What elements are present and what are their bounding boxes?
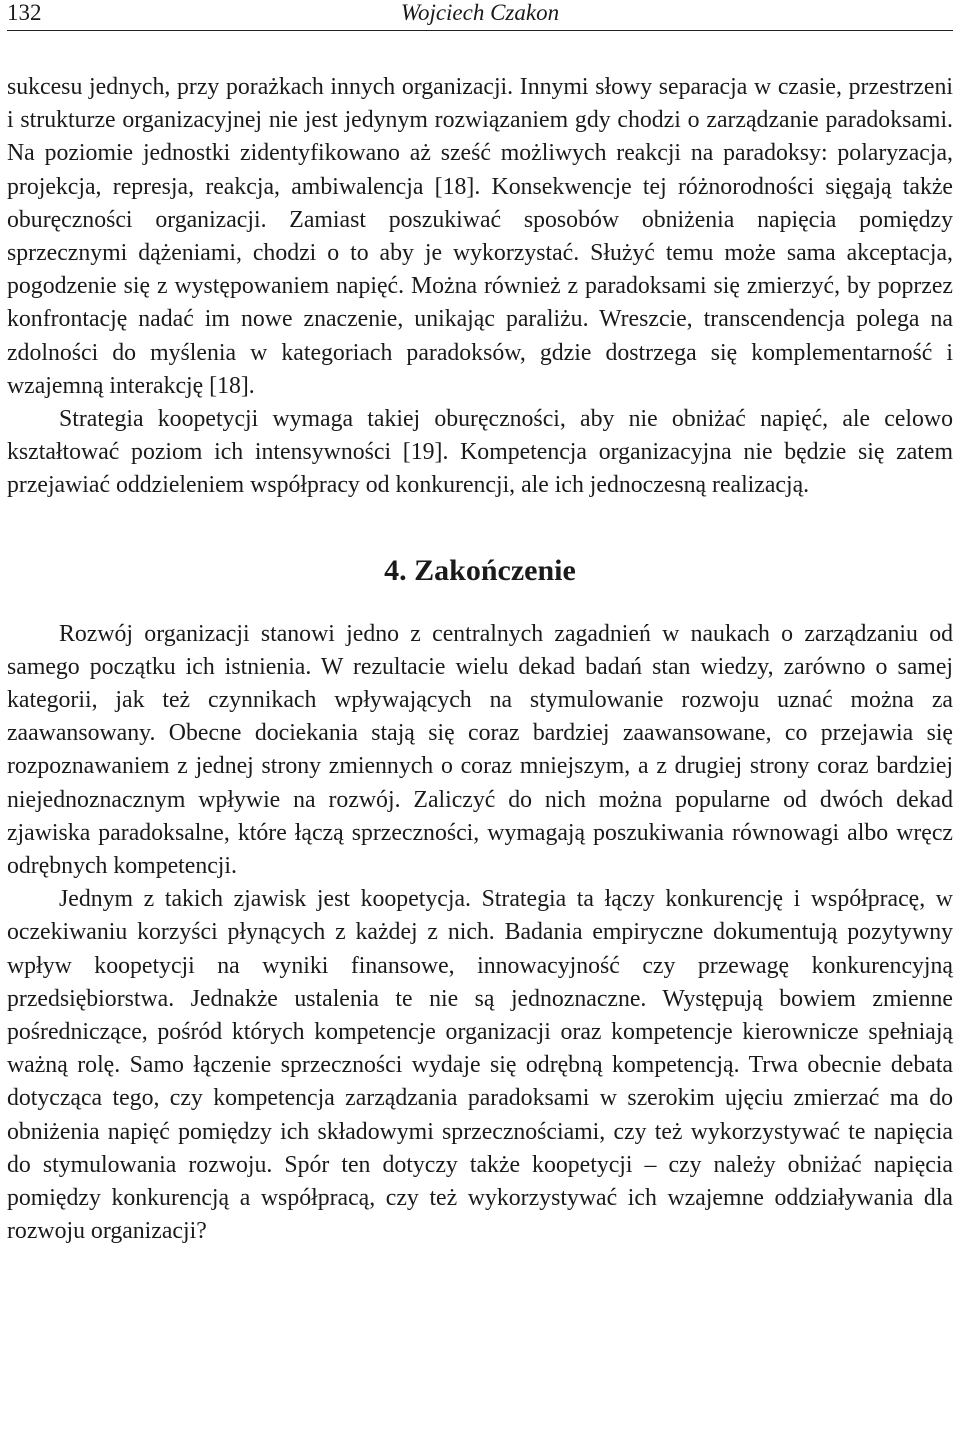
page-number: 132 xyxy=(7,0,42,25)
document-page xyxy=(7,0,953,1249)
paragraph-conclusion-2: Jednym z takich zjawisk jest koopetycja. Strategia ta łączy konkurencję i współpracę, w oczekiwaniu korzyści płynących z każdej z nich. Badania empiryczne dokumentują pozytywny wpływ koopetycji na wyniki finansowe, innowacyjność czy przewagę konkurencyjną przedsiębiorstwa. Jednakże ustalenia te nie są jednoznaczne. Występują bowiem zmienne pośredniczące, pośród których kompetencje organizacji oraz kompetencje kierownicze spełniają ważną rolę. Samo łączenie sprzeczności wydaje się odrębną kompetencją. Trwa obecnie debata dotycząca tego, czy kompetencja zarządzania paradoksami w szerokim ujęciu zmierzać ma do obniżenia napięć pomiędzy ich składowymi sprzecznościami, czy też wykorzystywać te napięcia do stymulowania rozwoju. Spór ten dotyczy także koopetycji – czy należy obniżać napięcia pomiędzy konkurencją a współpracą, czy też wykorzystywać ich wzajemne oddziaływania dla rozwoju organizacji? xyxy=(7,886,953,1245)
section-heading: 4. Zakończenie xyxy=(384,553,576,587)
paragraph-continued: sukcesu jednych, przy porażkach innych organizacji. Innymi słowy separacja w czasie, przestrzeni i strukturze organizacyjnej nie jest jedynym rozwiązaniem gdy chodzi o zarządzanie paradoksami. Na poziomie jednostki zidentyfikowano aż sześć możliwych reakcji na paradoksy: polaryzacja, projekcja, represja, reakcja, ambiwalencja [18]. Konsekwencje tej różnorodności sięgają także oburęczności organizacji. Zamiast poszukiwać sposobów obniżenia napięcia pomiędzy sprzecznymi dążeniami, chodzi o to aby je wykorzystać. Służyć temu może sama akceptacja, pogodzenie się z występowaniem napięć. Można również z paradoksami się zmierzyć, by poprzez konfrontację nadać im nowe znaczenie, unikając paraliżu. Wreszcie, transcendencja polega na zdolności do myślenia w kategoriach paradoksów, gdzie dostrzega się komplementarność i wzajemną interakcję [18]. xyxy=(7,74,953,399)
running-header xyxy=(7,0,953,31)
paragraph-coopetition-strategy: Strategia koopetycji wymaga takiej oburęczności, aby nie obniżać napięć, ale celowo kształtować poziom ich intensywności [19]. Kompetencja organizacyjna nie będzie się zatem przejawiać oddzieleniem współpracy od konkurencji, ale ich jednoczesną realizacją. xyxy=(7,406,953,499)
running-header-author: Wojciech Czakon xyxy=(400,0,560,25)
paragraph-conclusion-1: Rozwój organizacji stanowi jedno z centralnych zagadnień w naukach o zarządzaniu od samego początku ich istnienia. W rezultacie wielu dekad badań stan wiedzy, zarówno o samej kategorii, jak też czynnikach wpływających na stymulowanie rozwoju uznać można za zaawansowany. Obecne dociekania stają się coraz bardziej zaawansowane, co przejawia się rozpoznawaniem z jednej strony zmiennych o coraz mniejszym, a z drugiej strony coraz bardziej niejednoznacznym wpływie na rozwój. Zaliczyć do nich można popularne od dwóch dekad zjawiska paradoksalne, które łączą sprzeczności, wymagają poszukiwania równowagi albo wręcz odrębnych kompetencji. xyxy=(7,620,953,880)
